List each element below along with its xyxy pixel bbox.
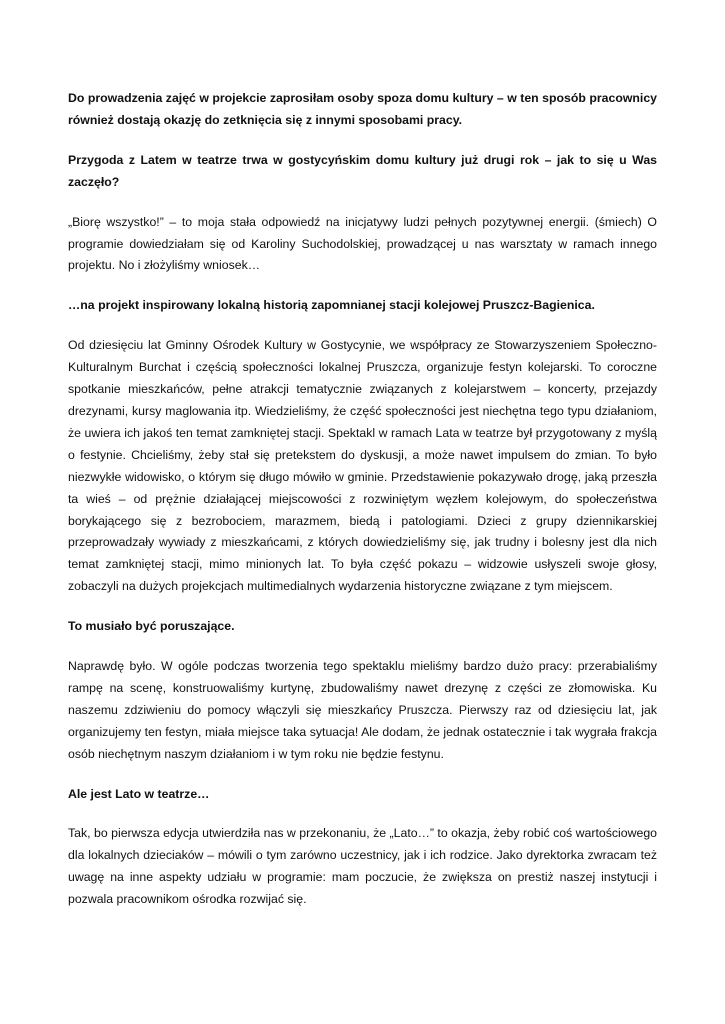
answer-paragraph: Tak, bo pierwsza edycja utwierdziła nas w przekonaniu, że „Lato…” to okazja, żeby robić coś wartościowego dla lokalnych dzieciaków – mówili o tym zarówno uczestnicy, jak i ich rodzice. Jako dyrektorka zwracam też uwagę na inne aspekty udziału w programie: mam poczucie, że zwiększa on prestiż naszej instytucji i pozwala pracownikom ośrodka rozwijać się. [68,826,657,907]
answer-paragraph: „Biorę wszystko!” – to moja stała odpowiedź na inicjatywy ludzi pełnych pozytywnej energii. (śmiech) O programie dowiedziałam się od Karoliny Suchodolskiej, prowadzącej u nas warsztaty w ramach innego projektu. No i złożyliśmy wniosek… [68,214,657,273]
question-paragraph: Do prowadzenia zajęć w projekcie zaprosiłam osoby spoza domu kultury – w ten sposób pracownicy również dostają okazję do zetknięcia się z innymi sposobami pracy. [68,91,657,127]
answer-paragraph: Od dziesięciu lat Gminny Ośrodek Kultury w Gostycynie, we współpracy ze Stowarzyszeniem Społeczno-Kulturalnym Burchat i częścią społeczności lokalnej Pruszcza, organizuje festyn kolejarski. To coroczne spotkanie mieszkańców, pełne atrakcji tematycznie związanych z kolejarstwem – koncerty, przejazdy drezynami, kursy maglowania itp. Wiedzieliśmy, że część społeczności jest niechętna tego typu działaniom, że uwiera ich jakoś ten temat zamkniętej stacji. Spektakl w ramach Lata w teatrze był przygotowany z myślą o festynie. Chcieliśmy, żeby stał się pretekstem do dyskusji, a może nawet impulsem do zmian. To było niezwykłe widowisko, o którym się długo mówiło w gminie. Przedstawienie pokazywało drogę, jaką przeszła ta wieś – od prężnie działającej miejscowości z rozwiniętym węzłem kolejowym, do społeczeństwa borykającego się z bezrobociem, marazmem, biedą i patologiami. Dzieci z grupy dziennikarskiej przeprowadzały wywiady z mieszkańcami, z których dowiedzieliśmy się, jak trudny i bolesny jest dla nich temat zamkniętej stacji, mimo minionych lat. To była część pokazu – widzowie usłyszeli swoje głosy, zobaczyli na dużych projekcjach multimedialnych wydarzenia historyczne związane z tym miejscem. [68,338,657,594]
question-paragraph: Przygoda z Latem w teatrze trwa w gostycyńskim domu kultury już drugi rok – jak to się u Was zaczęło? [68,152,657,189]
question-paragraph: …na projekt inspirowany lokalną historią zapomnianej stacji kolejowej Pruszcz-Bagienica. [68,298,595,313]
document-page [68,88,657,929]
question-paragraph: To musiało być poruszające. [68,619,235,634]
answer-paragraph: Naprawdę było. W ogóle podczas tworzenia tego spektaklu mieliśmy bardzo dużo pracy: przerabialiśmy rampę na scenę, konstruowaliśmy kurtynę, zbudowaliśmy nawet drezynę z części ze złomowiska. Ku naszemu zdziwieniu do pomocy włączyli się mieszkańcy Pruszcza. Pierwszy raz od dziesięciu lat, jak organizujemy ten festyn, miała miejsce taka sytuacja! Ale dodam, że jednak ostatecznie i tak wygrała frakcja osób niechętnym naszym działaniom i w tym roku nie będzie festynu. [68,659,657,761]
question-paragraph: Ale jest Lato w teatrze… [68,786,210,801]
